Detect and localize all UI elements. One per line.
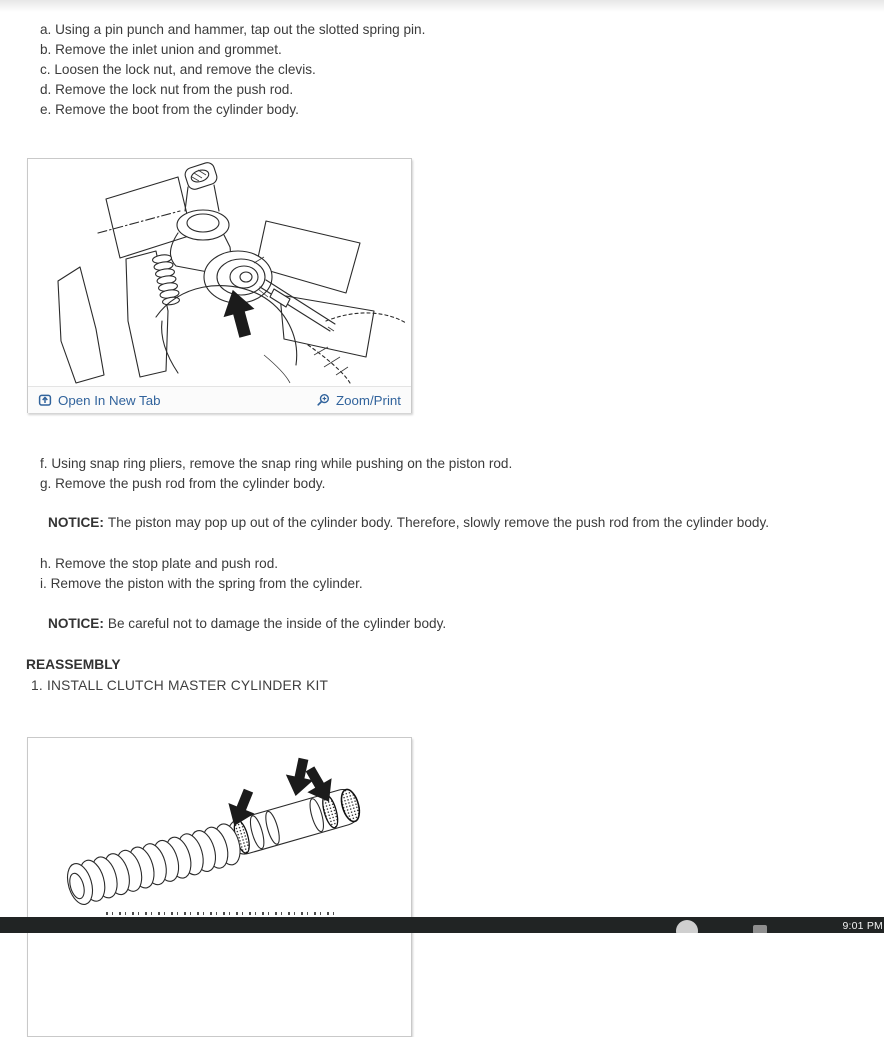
figure-cylinder-removal-image[interactable] xyxy=(28,159,411,386)
step-a: a. Using a pin punch and hammer, tap out the slotted spring pin. xyxy=(40,22,426,37)
notice-label: NOTICE: xyxy=(48,515,104,530)
figure-master-cylinder-kit xyxy=(27,737,412,1037)
figure2-spring xyxy=(63,821,244,907)
step-list-f-g xyxy=(40,454,512,494)
magnifier-plus-icon xyxy=(316,393,330,407)
top-toolbar-fade xyxy=(0,0,884,12)
step-c: c. Loosen the lock nut, and remove the clevis. xyxy=(40,62,316,77)
home-button-icon[interactable] xyxy=(676,920,698,933)
step-i: i. Remove the piston with the spring from the cylinder. xyxy=(40,576,363,591)
zoom-print-label: Zoom/Print xyxy=(335,392,401,408)
recents-icon[interactable] xyxy=(753,925,767,933)
open-in-new-tab-link[interactable] xyxy=(38,393,161,408)
notice-text: Be careful not to damage the inside of the cylinder body. xyxy=(107,616,447,631)
figure-master-cylinder-kit-image[interactable] xyxy=(28,738,411,916)
step-f: f. Using snap ring pliers, remove the snap ring while pushing on the piston rod. xyxy=(40,456,513,471)
notice-cylinder-damage xyxy=(48,614,446,634)
figure-cylinder-removal xyxy=(27,158,412,413)
step-d: d. Remove the lock nut from the push rod. xyxy=(40,82,294,97)
notice-piston-pop xyxy=(48,513,769,533)
figure1-footer xyxy=(28,386,411,413)
step-list-a-e xyxy=(40,20,425,120)
open-in-new-tab-label: Open In New Tab xyxy=(58,392,161,408)
zoom-print-link[interactable] xyxy=(316,393,401,408)
clipped-caption-marks xyxy=(106,912,334,915)
reassembly-heading: REASSEMBLY xyxy=(26,657,121,672)
step-g: g. Remove the push rod from the cylinder body. xyxy=(40,476,326,491)
step-h: h. Remove the stop plate and push rod. xyxy=(40,556,279,571)
step-b: b. Remove the inlet union and grommet. xyxy=(40,42,282,57)
figure2-illustration xyxy=(28,738,411,916)
notice-text: The piston may pop up out of the cylinder body. Therefore, slowly remove the push rod from the cylinder body. xyxy=(107,515,770,530)
notice-label: NOTICE: xyxy=(48,616,104,631)
reassembly-step-1: 1. INSTALL CLUTCH MASTER CYLINDER KIT xyxy=(31,678,329,693)
step-list-h-i xyxy=(40,554,363,594)
status-bar-clock: 9:01 PM xyxy=(842,920,883,932)
open-in-new-tab-icon xyxy=(38,393,52,407)
figure1-illustration xyxy=(28,159,411,386)
system-status-bar xyxy=(0,917,884,933)
step-e: e. Remove the boot from the cylinder body. xyxy=(40,102,299,117)
